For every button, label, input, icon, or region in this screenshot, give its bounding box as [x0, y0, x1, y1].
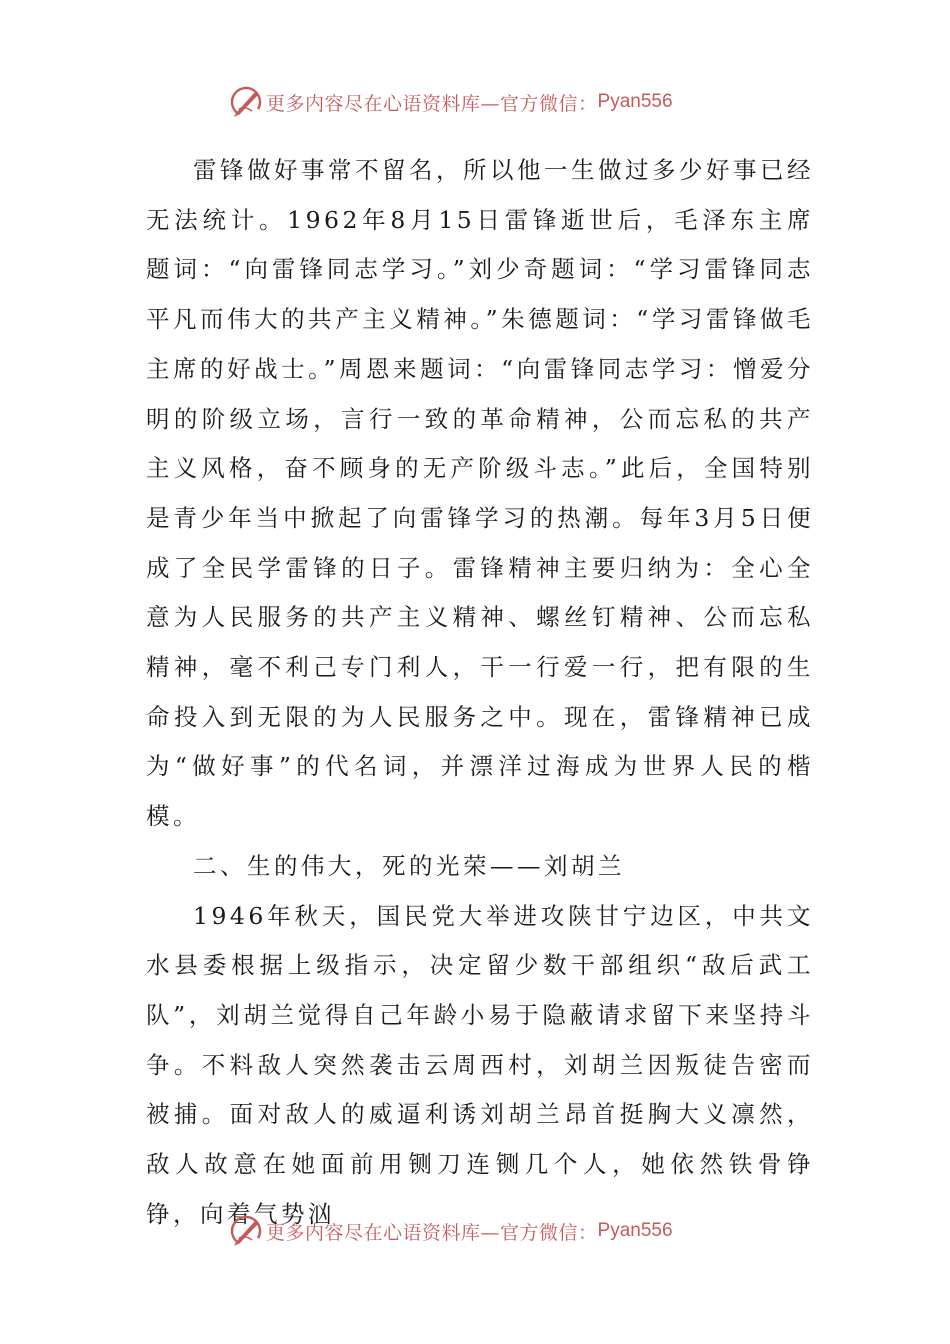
pen-circle-logo-icon	[228, 1213, 264, 1249]
banner-text: 更多内容尽在心语资料库—官方微信：	[266, 1221, 598, 1244]
banner-wechat-id: Pyan556	[597, 91, 673, 112]
footer-banner	[228, 1211, 673, 1251]
section-heading-liu-hulan: 二、生的伟大，死的光荣——刘胡兰	[193, 851, 625, 880]
document-body	[146, 146, 814, 1239]
paragraph-lei-feng: 雷锋做好事常不留名，所以他一生做过多少好事已经无法统计。1962年8月15日雷锋逝世后，毛泽东主席题词：“向雷锋同志学习。”刘少奇题词：“学习雷锋同志平凡而伟大的共产主义精神。”朱德题词：“学习雷锋做毛主席的好战士。”周恩来题词：“向雷锋同志学习：憎爱分明的阶级立场，言行一致的革命精神，公而忘私的共产主义风格，奋不顾身的无产阶级斗志。”此后，全国特别是青少年当中掀起了向雷锋学习的热潮。每年3月5日便成了全民学雷锋的日子。雷锋精神主要归纳为：全心全意为人民服务的共产主义精神、螺丝钉精神、公而忘私精神，毫不利己专门利人，干一行爱一行，把有限的生命投入到无限的为人民服务之中。现在，雷锋精神已成为“做好事”的代名词，并漂洋过海成为世界人民的楷模。	[146, 156, 814, 831]
paragraph-liu-hulan: 1946年秋天，国民党大举进攻陕甘宁边区，中共文水县委根据上级指示，决定留少数干部组织“敌后武工队”，刘胡兰觉得自己年龄小易于隐蔽请求留下来坚持斗争。不料敌人突然袭击云周西村，刘胡兰因叛徒告密而被捕。面对敌人的威逼利诱刘胡兰昂首挺胸大义凛然，敌人故意在她面前用铡刀连铡几个人，她依然铁骨铮铮，向着气势汹	[146, 901, 814, 1228]
header-banner	[228, 82, 673, 122]
banner-wechat-id: Pyan556	[597, 1220, 673, 1241]
pen-circle-logo-icon	[228, 84, 264, 120]
banner-text: 更多内容尽在心语资料库—官方微信：	[266, 92, 598, 115]
